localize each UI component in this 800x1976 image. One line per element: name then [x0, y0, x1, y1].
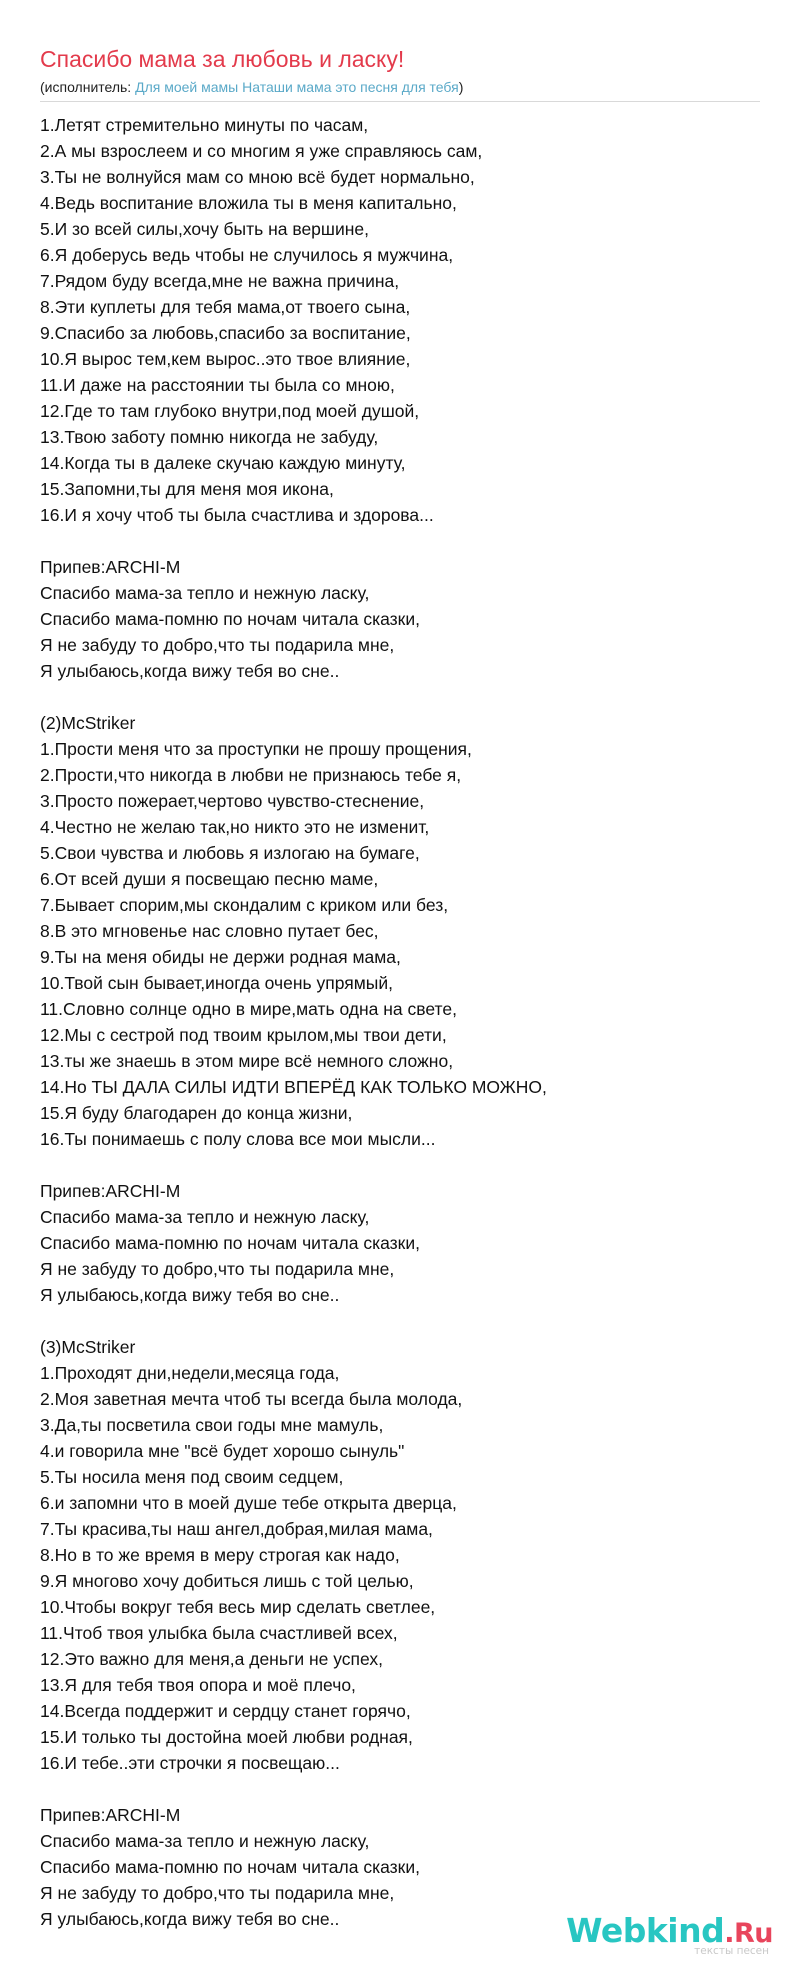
lyric-line: 12.Где то там глубоко внутри,под моей душой, — [40, 401, 420, 421]
blank-line — [40, 684, 760, 710]
lyric-line: Припев:ARCHI-M — [40, 557, 181, 577]
lyric-line: 7.Рядом буду всегда,мне не важна причина, — [40, 271, 400, 291]
lyric-line: Я не забуду то добро,что ты подарила мне, — [40, 635, 395, 655]
lyric-line: 5.Свои чувства и любовь я излогаю на бумаге, — [40, 843, 420, 863]
lyric-line: Спасибо мама-за тепло и нежную ласку, — [40, 1831, 370, 1851]
lyric-line: 2.Моя заветная мечта чтоб ты всегда была молода, — [40, 1389, 463, 1409]
logo-name: Webkind — [566, 1911, 725, 1950]
lyric-line: 13.ты же знаешь в этом мире всё немного сложно, — [40, 1051, 454, 1071]
lyric-line: 16.Ты понимаешь с полу слова все мои мысли... — [40, 1129, 436, 1149]
lyric-line: 16.И я хочу чтоб ты была счастлива и здорова... — [40, 505, 434, 525]
logo-tagline: тексты песен — [694, 1945, 769, 1957]
lyric-line: Я не забуду то добро,что ты подарила мне, — [40, 1883, 395, 1903]
lyric-line: (3)McStriker — [40, 1337, 136, 1357]
lyric-line: Спасибо мама-за тепло и нежную ласку, — [40, 583, 370, 603]
lyric-line: 12.Это важно для меня,а деньги не успех, — [40, 1649, 383, 1669]
lyric-line: (2)McStriker — [40, 713, 136, 733]
lyric-line: 2.Прости,что никогда в любви не признаюсь тебе я, — [40, 765, 462, 785]
blank-line — [40, 1308, 760, 1334]
lyric-line: 15.Я буду благодарен до конца жизни, — [40, 1103, 353, 1123]
lyric-line: 14.Но ТЫ ДАЛА СИЛЫ ИДТИ ВПЕРЁД КАК ТОЛЬКО МОЖНО, — [40, 1077, 547, 1097]
lyric-line: 8.Но в то же время в меру строгая как надо, — [40, 1545, 400, 1565]
lyric-line: 16.И тебе..эти строчки я посвещаю... — [40, 1753, 340, 1773]
lyric-line: 3.Просто пожерает,чертово чувство-стеснение, — [40, 791, 425, 811]
artist-line — [40, 79, 760, 102]
lyric-line: 11.И даже на расстоянии ты была со мною, — [40, 375, 395, 395]
lyric-line: 14.Всегда поддержит и сердцу станет горячо, — [40, 1701, 411, 1721]
site-logo[interactable] — [566, 1913, 773, 1957]
lyric-line: 2.А мы взрослеем и со многим я уже справляюсь сам, — [40, 141, 483, 161]
lyric-line: 6.и запомни что в моей душе тебе открыта дверца, — [40, 1493, 457, 1513]
artist-prefix: (исполнитель: — [40, 79, 136, 95]
lyrics-text — [40, 102, 760, 1932]
blank-line — [40, 1776, 760, 1802]
lyric-line: Припев:ARCHI-M — [40, 1181, 181, 1201]
lyric-line: 7.Ты красива,ты наш ангел,добрая,милая мама, — [40, 1519, 433, 1539]
lyric-line: 4.Ведь воспитание вложила ты в меня капитально, — [40, 193, 457, 213]
lyric-line: 4.и говорила мне "всё будет хорошо сынуль" — [40, 1441, 405, 1461]
lyric-line: 4.Честно не желаю так,но никто это не изменит, — [40, 817, 430, 837]
lyric-line: 10.Твой сын бывает,иногда очень упрямый, — [40, 973, 393, 993]
lyric-line: 9.Ты на меня обиды не держи родная мама, — [40, 947, 401, 967]
lyric-line: 3.Ты не волнуйся мам со мною всё будет нормально, — [40, 167, 475, 187]
artist-link[interactable]: Для моей мамы Наташи мама это песня для тебя — [135, 79, 459, 95]
lyric-line: 7.Бывает спорим,мы скондалим с криком или без, — [40, 895, 449, 915]
lyric-line: 5.Ты носила меня под своим седцем, — [40, 1467, 344, 1487]
lyric-line: 5.И зо всей силы,хочу быть на вершине, — [40, 219, 369, 239]
artist-suffix: ) — [458, 79, 464, 95]
lyric-line: Спасибо мама-за тепло и нежную ласку, — [40, 1207, 370, 1227]
lyric-line: 10.Я вырос тем,кем вырос..это твое влияние, — [40, 349, 411, 369]
lyric-line: 3.Да,ты посветила свои годы мне мамуль, — [40, 1415, 384, 1435]
lyric-line: 6.Я доберусь ведь чтобы не случилось я мужчина, — [40, 245, 454, 265]
lyric-line: Припев:ARCHI-M — [40, 1805, 181, 1825]
lyric-line: 10.Чтобы вокруг тебя весь мир сделать светлее, — [40, 1597, 436, 1617]
lyric-line: Спасибо мама-помню по ночам читала сказки, — [40, 609, 420, 629]
lyric-line: 15.И только ты достойна моей любви родная, — [40, 1727, 413, 1747]
lyric-line: 9.Я многово хочу добиться лишь с той целью, — [40, 1571, 414, 1591]
lyric-line: 6.От всей души я посвещаю песню маме, — [40, 869, 379, 889]
lyric-line: 12.Мы с сестрой под твоим крылом,мы твои дети, — [40, 1025, 447, 1045]
lyric-line: 1.Летят стремительно минуты по часам, — [40, 115, 369, 135]
blank-line — [40, 528, 760, 554]
lyric-line: 9.Спасибо за любовь,спасибо за воспитание, — [40, 323, 411, 343]
lyrics-page — [40, 0, 760, 1932]
lyric-line: 8.Эти куплеты для тебя мама,от твоего сына, — [40, 297, 411, 317]
lyric-line: Я улыбаюсь,когда вижу тебя во сне.. — [40, 1285, 340, 1305]
lyric-line: 15.Запомни,ты для меня моя икона, — [40, 479, 334, 499]
lyric-line: 1.Прости меня что за проступки не прошу прощения, — [40, 739, 472, 759]
lyric-line: Я улыбаюсь,когда вижу тебя во сне.. — [40, 1909, 340, 1929]
lyric-line: 11.Чтоб твоя улыбка была счастливей всех, — [40, 1623, 398, 1643]
lyric-line: Спасибо мама-помню по ночам читала сказки, — [40, 1857, 420, 1877]
lyric-line: Я улыбаюсь,когда вижу тебя во сне.. — [40, 661, 340, 681]
lyric-line: 13.Я для тебя твоя опора и моё плечо, — [40, 1675, 356, 1695]
blank-line — [40, 1152, 760, 1178]
lyric-line: 1.Проходят дни,недели,месяца года, — [40, 1363, 340, 1383]
logo-domain: .Ru — [724, 1918, 773, 1949]
lyric-line: 8.В это мгновенье нас словно путает бес, — [40, 921, 379, 941]
lyric-line: Спасибо мама-помню по ночам читала сказки, — [40, 1233, 420, 1253]
lyric-line: 11.Словно солнце одно в мире,мать одна на свете, — [40, 999, 457, 1019]
lyric-line: Я не забуду то добро,что ты подарила мне, — [40, 1259, 395, 1279]
lyric-line: 13.Твою заботу помню никогда не забуду, — [40, 427, 379, 447]
lyric-line: 14.Когда ты в далеке скучаю каждую минуту, — [40, 453, 406, 473]
song-title: Спасибо мама за любовь и ласку! — [40, 46, 405, 72]
